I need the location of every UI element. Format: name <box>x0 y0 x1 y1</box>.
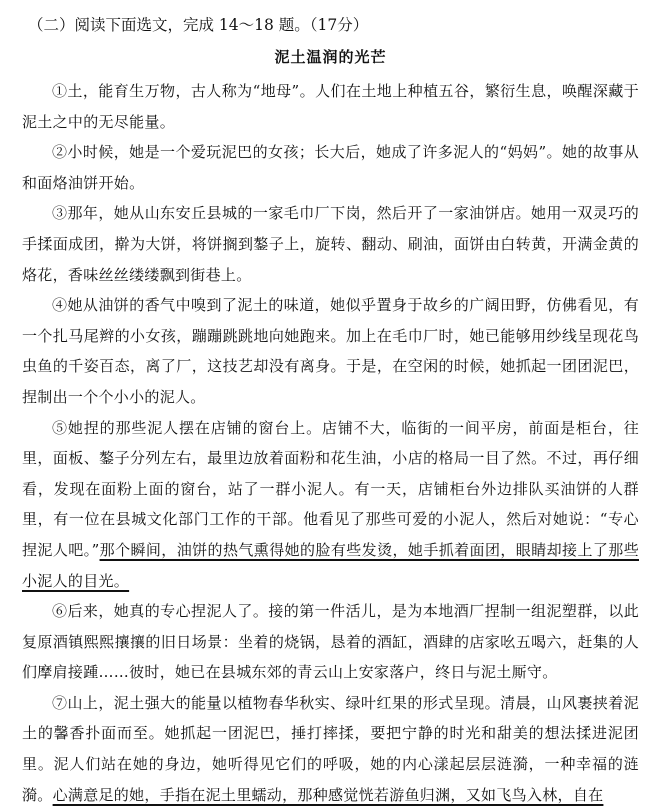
paragraph-3 <box>22 198 639 290</box>
paragraph-7 <box>22 688 639 810</box>
section-heading: （二）阅读下面选文，完成 14～18 题。（17分） <box>28 16 369 34</box>
paragraph-7-text: ⑦山上，泥土强大的能量以植物春华秋实、绿叶红果的形式呈现。清晨，山风裹挟着泥土的馨香扑面而至。她抓起一团泥巴，捶打摔揉，要把宁静的时光和甜美的想法揉进泥团里。泥人们站在她的身边，她听得见它们的呼吸，她的内心漾起层层涟漪，一种幸福的涟漪。 <box>22 693 639 804</box>
paragraph-5-underlined-sentence: 那个瞬间，油饼的热气熏得她的脸有些发烫，她手抓着面团，眼睛却接上了那些小泥人的目光。 <box>22 540 639 590</box>
paragraph-2 <box>22 137 639 198</box>
paragraph-5 <box>22 413 639 597</box>
paragraph-6-text: ⑥后来，她真的专心捏泥人了。接的第一件活儿，是为本地酒厂捏制一组泥塑群，以此复原酒镇熙熙攘攘的旧日场景：坐着的烧锅，恳着的酒缸，酒肆的店家吆五喝六，赶集的人们摩肩接踵……彼时，她已在县城东郊的青云山上安家落户，终日与泥土厮守。 <box>22 602 639 682</box>
paragraph-4 <box>22 290 639 412</box>
paragraph-4-text: ④她从油饼的香气中嗅到了泥土的味道，她似乎置身于故乡的广阔田野，仿佛看见，有一个扎马尾辫的小女孩，蹦蹦跳跳地向她跑来。加上在毛巾厂时，她已能够用纱线呈现花鸟虫鱼的千姿百态，离了厂，这技艺却没有离身。于是，在空闲的时候，她抓起一团团泥巴，捏制出一个个小小的泥人。 <box>22 296 639 406</box>
paragraph-6 <box>22 596 639 688</box>
paragraph-7-underlined-sentence: 心满意足的她，手指在泥土里蠕动，那种感觉恍若游鱼归渊，又如飞鸟入林，自在 <box>52 785 604 804</box>
paragraph-2-text: ②小时候，她是一个爱玩泥巴的女孩；长大后，她成了许多泥人的“妈妈”。她的故事从和面烙油饼开始。 <box>22 143 639 192</box>
paragraph-1 <box>22 76 639 137</box>
paragraph-5-text: ⑤她捏的那些泥人摆在店铺的窗台上。店铺不大，临街的一间平房，前面是柜台，往里，面板、鏊子分列左右，最里边放着面粉和花生油，小店的格局一目了然。不过，再仔细看，发现在面粉上面的窗台，站了一群小泥人。有一天，店铺柜台外边排队买油饼的人群里，有一位在县城文化部门工作的干部。他看见了那些可爱的小泥人，然后对她说：“专心捏泥人吧。” <box>22 418 639 559</box>
paragraph-3-text: ③那年，她从山东安丘县城的一家毛巾厂下岗，然后开了一家油饼店。她用一双灵巧的手揉面成团，擀为大饼，将饼搁到鏊子上，旋转、翻动、刷油，面饼由白转黄，开满金黄的烙花，香味丝丝缕缕飘到街巷上。 <box>22 204 639 284</box>
article-title: 泥土温润的光芒 <box>274 48 387 66</box>
paragraph-1-text: ①土，能育生万物，古人称为“地母”。人们在土地上种植五谷，繁衍生息，唤醒深藏于泥土之中的无尽能量。 <box>22 82 639 131</box>
